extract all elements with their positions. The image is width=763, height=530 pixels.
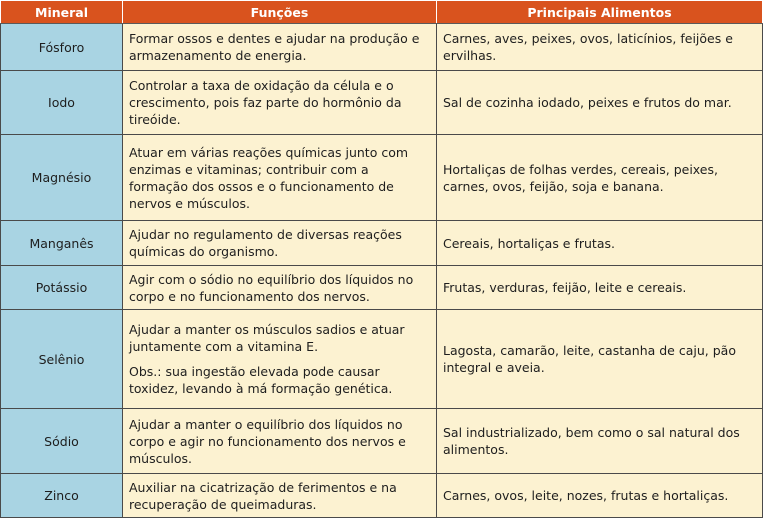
mineral-function: Ajudar no regulamento de diversas reações químicas do organismo. — [123, 221, 437, 266]
mineral-note: Obs.: sua ingestão elevada pode causar toxidez, levando à má formação genética. — [129, 364, 393, 396]
mineral-function: Ajudar a manter os músculos sadios e atuar juntamente com a vitamina E. — [129, 322, 405, 354]
mineral-function-cell — [123, 310, 437, 409]
mineral-name: Iodo — [1, 71, 123, 135]
table-row — [1, 409, 763, 474]
mineral-function: Formar ossos e dentes e ajudar na produção e armazenamento de energia. — [123, 24, 437, 71]
table-header-row — [1, 1, 763, 24]
mineral-foods: Hortaliças de folhas verdes, cereais, peixes, carnes, ovos, feijão, soja e banana. — [437, 135, 763, 221]
mineral-function: Auxiliar na cicatrização de ferimentos e na recuperação de queimaduras. — [123, 474, 437, 518]
mineral-name: Selênio — [1, 310, 123, 409]
mineral-function: Ajudar a manter o equilíbrio dos líquidos no corpo e agir no funcionamento dos nervos e músculos. — [123, 409, 437, 474]
mineral-name: Manganês — [1, 221, 123, 266]
header-mineral: Mineral — [1, 1, 123, 24]
mineral-function: Controlar a taxa de oxidação da célula e o crescimento, pois faz parte do hormônio da tireóide. — [123, 71, 437, 135]
table-row — [1, 266, 763, 310]
mineral-foods: Carnes, aves, peixes, ovos, laticínios, feijões e ervilhas. — [437, 24, 763, 71]
mineral-foods: Sal industrializado, bem como o sal natural dos alimentos. — [437, 409, 763, 474]
table-row — [1, 135, 763, 221]
mineral-foods: Carnes, ovos, leite, nozes, frutas e hortaliças. — [437, 474, 763, 518]
mineral-foods: Lagosta, camarão, leite, castanha de caju, pão integral e aveia. — [437, 310, 763, 409]
mineral-name: Sódio — [1, 409, 123, 474]
mineral-foods: Cereais, hortaliças e frutas. — [437, 221, 763, 266]
mineral-name: Zinco — [1, 474, 123, 518]
table-row — [1, 221, 763, 266]
table-row — [1, 310, 763, 409]
mineral-function: Agir com o sódio no equilíbrio dos líquidos no corpo e no funcionamento dos nervos. — [123, 266, 437, 310]
mineral-name: Potássio — [1, 266, 123, 310]
mineral-function: Atuar em várias reações químicas junto com enzimas e vitaminas; contribuir com a formação dos ossos e o funcionamento de nervos e músculos. — [123, 135, 437, 221]
mineral-foods: Sal de cozinha iodado, peixes e frutos do mar. — [437, 71, 763, 135]
mineral-foods: Frutas, verduras, feijão, leite e cereais. — [437, 266, 763, 310]
header-functions: Funções — [123, 1, 437, 24]
table-row — [1, 24, 763, 71]
table-row — [1, 71, 763, 135]
table-row — [1, 474, 763, 518]
header-foods: Principais Alimentos — [437, 1, 763, 24]
mineral-name: Magnésio — [1, 135, 123, 221]
mineral-name: Fósforo — [1, 24, 123, 71]
